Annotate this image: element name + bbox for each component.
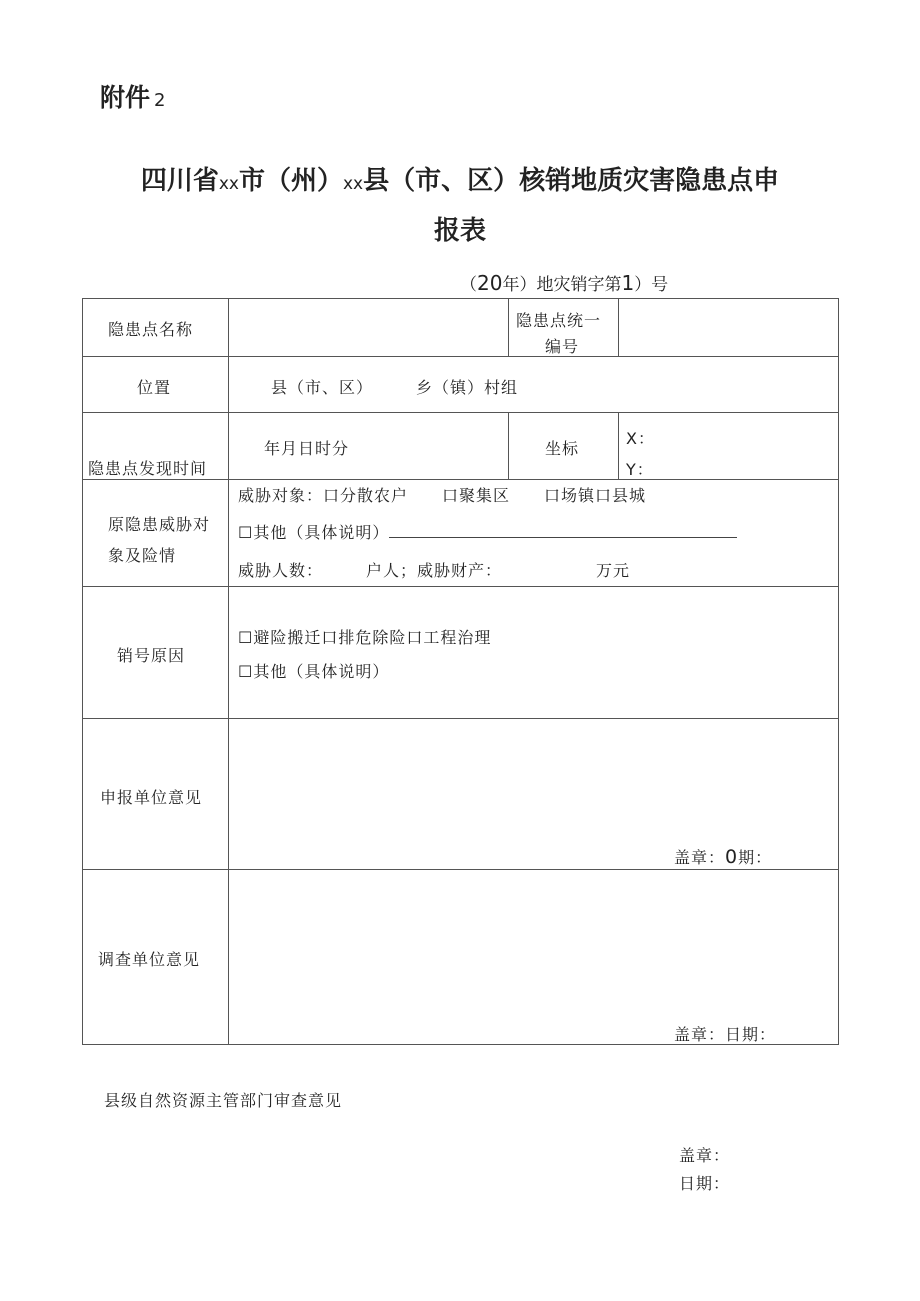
doc-no-num: 1 — [621, 271, 635, 295]
reason-other-line: ☐其他（具体说明） — [238, 662, 390, 681]
row-divider — [82, 356, 839, 357]
column-divider — [618, 298, 619, 356]
row-divider — [82, 586, 839, 587]
title-part-3: 县（市、区）核销地质灾害隐患点申 — [363, 166, 780, 196]
county-dept-opinion: 县级自然资源主管部门审查意见 — [104, 1091, 343, 1110]
reason-label: 销号原因 — [117, 646, 186, 665]
table-border-right — [838, 298, 839, 1045]
applicant-opinion-label: 申报单位意见 — [100, 788, 203, 807]
coordinate-x: X： — [626, 429, 655, 448]
attachment-label — [100, 78, 165, 114]
footer-date: 日期： — [679, 1174, 731, 1193]
coordinate-label: 坐标 — [545, 439, 580, 458]
row-divider — [82, 479, 839, 480]
coordinate-y: Y： — [626, 460, 654, 479]
column-divider — [508, 412, 509, 479]
code-label-line-2: 编号 — [545, 337, 580, 356]
threat-other-text: ☐其他（具体说明） — [238, 523, 390, 542]
table-border-top — [82, 298, 839, 299]
doc-no-year: 20 — [477, 271, 503, 295]
row-divider — [82, 718, 839, 719]
doc-no-mid: 年）地灾销字第 — [502, 275, 622, 295]
reason-options-line: ☐避险搬迁口排危除险口工程治理 — [238, 628, 492, 647]
row-divider — [82, 412, 839, 413]
title-part-2: 市（州） — [238, 166, 343, 196]
survey-seal-date: 盖章：日期： — [674, 1025, 777, 1044]
row-divider — [82, 869, 839, 870]
footer-seal: 盖章： — [679, 1146, 731, 1165]
discovery-time-label: 隐患点发现时间 — [88, 459, 208, 478]
applicant-seal-b: 0 — [725, 846, 739, 868]
column-divider — [508, 298, 509, 356]
survey-opinion-label: 调查单位意见 — [98, 950, 201, 969]
doc-no-close: ）号 — [634, 275, 669, 295]
attachment-text: 附件 — [100, 83, 151, 112]
title-placeholder-1: xx — [218, 174, 239, 194]
threat-other-underline — [389, 523, 737, 538]
applicant-seal-c: 期： — [738, 848, 773, 867]
attachment-number: 2 — [154, 90, 166, 111]
document-number — [460, 270, 668, 295]
name-label: 隐患点名称 — [108, 320, 194, 339]
title-part-1: 四川省 — [140, 166, 219, 196]
threat-label-line-2: 象及险情 — [108, 546, 177, 565]
code-label-line-1: 隐患点统一 — [516, 311, 602, 330]
applicant-seal-date — [674, 845, 772, 868]
page-title — [0, 160, 920, 197]
column-divider — [618, 412, 619, 479]
threat-people-property-line: 威胁人数： 户人；威胁财产： 万元 — [238, 561, 631, 580]
table-border-left — [82, 298, 83, 1045]
threat-other-line — [238, 520, 737, 543]
title-placeholder-2: xx — [343, 174, 364, 194]
threat-targets-line: 威胁对象：口分散农户 口聚集区 口场镇口县城 — [238, 486, 647, 505]
doc-no-open: （ — [460, 275, 477, 295]
location-text: 县（市、区） 乡（镇）村组 — [271, 378, 519, 397]
location-label: 位置 — [137, 378, 172, 397]
applicant-seal-a: 盖章： — [674, 848, 726, 867]
column-divider — [228, 298, 229, 1045]
discovery-time-text: 年月日时分 — [264, 439, 350, 458]
page-title-line-2: 报表 — [433, 216, 486, 246]
threat-label-line-1: 原隐患威胁对 — [108, 515, 211, 534]
